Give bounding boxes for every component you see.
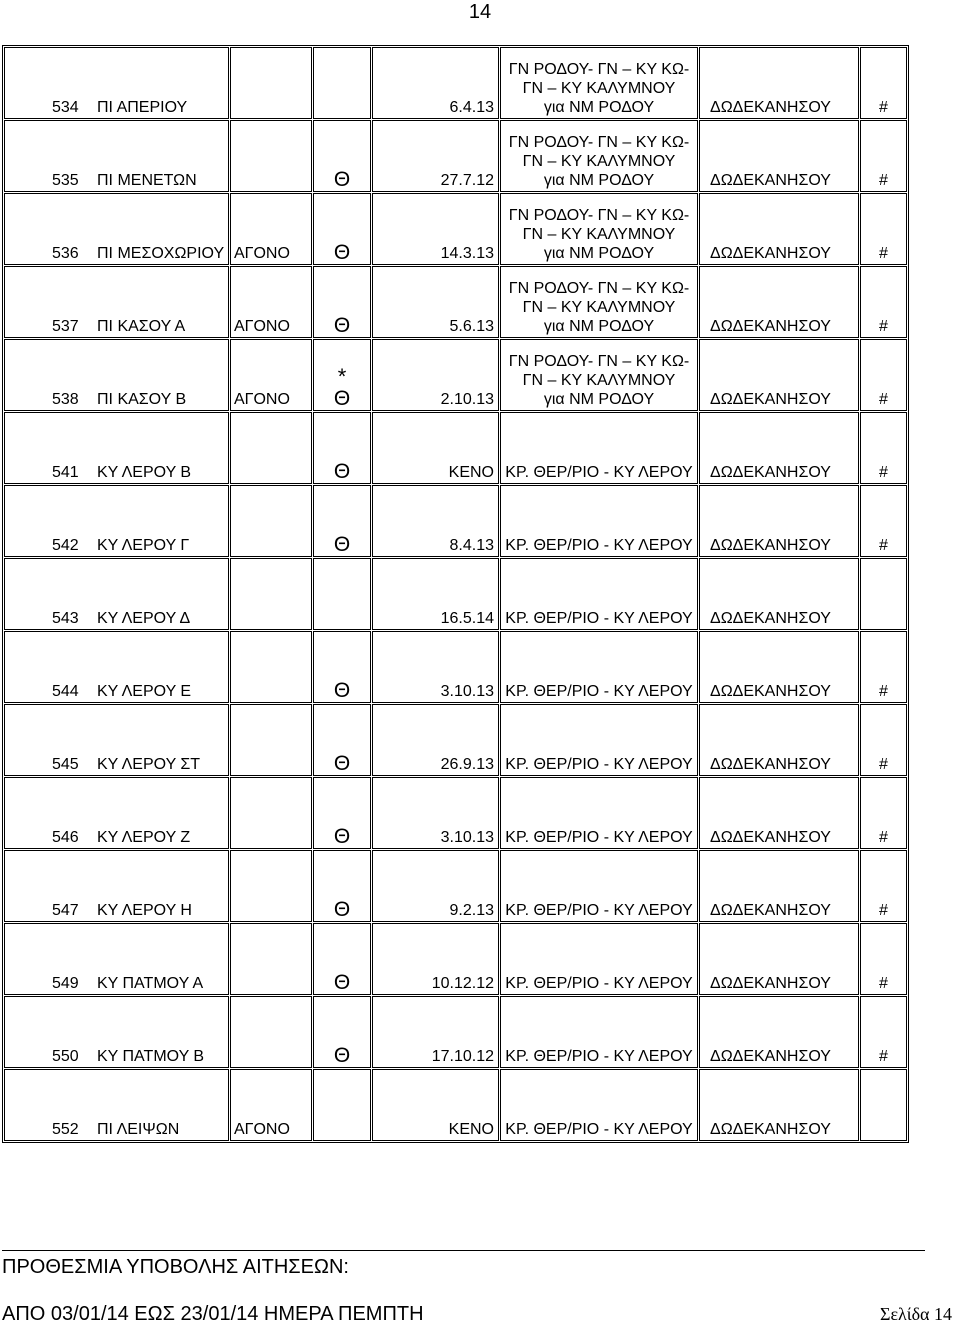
mark-cell: # [860, 631, 907, 703]
status-cell [230, 485, 312, 557]
location-line: ΓΝ ΡΟΔΟΥ- ΓΝ – ΚΥ ΚΩ- [508, 61, 690, 78]
location-line: ΚΡ. ΘΕΡ/ΡΙΟ - ΚΥ ΛΕΡΟΥ [505, 902, 693, 919]
status-cell [230, 558, 312, 630]
location-line: ΚΡ. ΘΕΡ/ΡΙΟ - ΚΥ ΛΕΡΟΥ [505, 829, 693, 846]
location-cell [500, 193, 698, 265]
status-cell [230, 631, 312, 703]
location-line: ΚΡ. ΘΕΡ/ΡΙΟ - ΚΥ ΛΕΡΟΥ [505, 683, 693, 700]
date-cell: 2.10.13 [372, 339, 499, 411]
post-cell [4, 558, 229, 630]
post-number: 549 [52, 975, 79, 992]
theta-mark: Θ [333, 168, 351, 191]
post-cell [4, 996, 229, 1068]
status-cell [230, 777, 312, 849]
region-cell: ΔΩΔΕΚΑΝΗΣΟΥ [699, 339, 859, 411]
region-cell: ΔΩΔΕΚΑΝΗΣΟΥ [699, 850, 859, 922]
theta-cell [313, 996, 371, 1068]
page-number: 14 [468, 1, 492, 23]
post-number: 543 [52, 610, 79, 627]
region-cell: ΔΩΔΕΚΑΝΗΣΟΥ [699, 47, 859, 119]
post-cell [4, 485, 229, 557]
theta-cell [313, 558, 371, 630]
location-cell [500, 485, 698, 557]
status-cell [230, 47, 312, 119]
date-cell: 8.4.13 [372, 485, 499, 557]
theta-cell [313, 1069, 371, 1141]
location-line: για ΝΜ ΡΟΔΟΥ [543, 99, 655, 116]
theta-mark: Θ [333, 314, 351, 337]
location-cell [500, 266, 698, 338]
mark-cell: # [860, 339, 907, 411]
post-cell [4, 777, 229, 849]
mark-cell: # [860, 193, 907, 265]
location-line: ΚΡ. ΘΕΡ/ΡΙΟ - ΚΥ ΛΕΡΟΥ [505, 975, 693, 992]
theta-mark: Θ [333, 1044, 351, 1067]
deadline-heading: ΠΡΟΘΕΣΜΙΑ ΥΠΟΒΟΛΗΣ ΑΙΤΗΣΕΩΝ: [2, 1256, 349, 1278]
date-cell: 27.7.12 [372, 120, 499, 192]
location-cell [500, 558, 698, 630]
theta-cell [313, 266, 371, 338]
theta-cell [313, 47, 371, 119]
post-number: 542 [52, 537, 79, 554]
date-cell: 17.10.12 [372, 996, 499, 1068]
table-row [4, 485, 907, 557]
location-line: ΓΝ ΡΟΔΟΥ- ΓΝ – ΚΥ ΚΩ- [508, 353, 690, 370]
post-name: ΠΙ ΑΠΕΡΙΟΥ [97, 99, 188, 116]
location-line: ΚΡ. ΘΕΡ/ΡΙΟ - ΚΥ ΛΕΡΟΥ [505, 1121, 693, 1138]
post-name: ΚΥ ΛΕΡΟΥ Β [97, 464, 192, 481]
mark-cell: # [860, 777, 907, 849]
mark-cell: # [860, 266, 907, 338]
post-cell [4, 412, 229, 484]
region-cell: ΔΩΔΕΚΑΝΗΣΟΥ [699, 631, 859, 703]
status-cell [230, 923, 312, 995]
table-row [4, 47, 907, 119]
post-number: 537 [52, 318, 79, 335]
post-cell [4, 339, 229, 411]
star-mark: * [337, 364, 347, 389]
status-cell: ΑΓΟΝΟ [230, 1069, 312, 1141]
location-line: ΚΡ. ΘΕΡ/ΡΙΟ - ΚΥ ΛΕΡΟΥ [505, 464, 693, 481]
theta-mark: Θ [333, 679, 351, 702]
location-cell [500, 777, 698, 849]
location-line: για ΝΜ ΡΟΔΟΥ [543, 172, 655, 189]
theta-mark: Θ [333, 241, 351, 264]
table-row [4, 120, 907, 192]
status-cell: ΑΓΟΝΟ [230, 339, 312, 411]
theta-mark: Θ [333, 752, 351, 775]
mark-cell: # [860, 704, 907, 776]
post-number: 552 [52, 1121, 79, 1138]
table-row [4, 996, 907, 1068]
theta-cell [313, 631, 371, 703]
mark-cell: # [860, 47, 907, 119]
post-name: ΚΥ ΛΕΡΟΥ ΣΤ [97, 756, 201, 773]
footer-rule [2, 1250, 925, 1251]
mark-cell: # [860, 412, 907, 484]
location-cell [500, 1069, 698, 1141]
location-cell [500, 631, 698, 703]
region-cell: ΔΩΔΕΚΑΝΗΣΟΥ [699, 996, 859, 1068]
theta-mark: Θ [333, 971, 351, 994]
post-cell [4, 266, 229, 338]
location-line: ΚΡ. ΘΕΡ/ΡΙΟ - ΚΥ ΛΕΡΟΥ [505, 756, 693, 773]
mark-cell [860, 558, 907, 630]
theta-cell [313, 850, 371, 922]
post-cell [4, 704, 229, 776]
positions-table [2, 45, 909, 1143]
location-line: ΓΝ – ΚΥ ΚΑΛΥΜΝΟΥ [522, 226, 676, 243]
region-cell: ΔΩΔΕΚΑΝΗΣΟΥ [699, 120, 859, 192]
post-cell [4, 631, 229, 703]
location-line: για ΝΜ ΡΟΔΟΥ [543, 318, 655, 335]
table-row [4, 631, 907, 703]
post-number: 545 [52, 756, 79, 773]
date-cell: 14.3.13 [372, 193, 499, 265]
mark-cell: # [860, 923, 907, 995]
post-name: ΚΥ ΛΕΡΟΥ Γ [97, 537, 190, 554]
theta-cell [313, 485, 371, 557]
date-cell: 10.12.12 [372, 923, 499, 995]
post-cell [4, 850, 229, 922]
date-cell: 26.9.13 [372, 704, 499, 776]
post-name: ΚΥ ΠΑΤΜΟΥ Α [97, 975, 204, 992]
location-line: ΓΝ ΡΟΔΟΥ- ΓΝ – ΚΥ ΚΩ- [508, 280, 690, 297]
location-line: για ΝΜ ΡΟΔΟΥ [543, 245, 655, 262]
post-name: ΠΙ ΚΑΣΟΥ Α [97, 318, 186, 335]
page-label: Σελίδα 14 [879, 1304, 952, 1324]
location-line: ΓΝ – ΚΥ ΚΑΛΥΜΝΟΥ [522, 80, 676, 97]
table-row [4, 412, 907, 484]
mark-cell: # [860, 850, 907, 922]
status-cell [230, 412, 312, 484]
region-cell: ΔΩΔΕΚΑΝΗΣΟΥ [699, 193, 859, 265]
table-row [4, 850, 907, 922]
region-cell: ΔΩΔΕΚΑΝΗΣΟΥ [699, 485, 859, 557]
location-cell [500, 996, 698, 1068]
region-cell: ΔΩΔΕΚΑΝΗΣΟΥ [699, 1069, 859, 1141]
theta-cell [313, 704, 371, 776]
date-cell: ΚΕΝΟ [372, 1069, 499, 1141]
post-cell [4, 193, 229, 265]
date-cell: 3.10.13 [372, 631, 499, 703]
mark-cell: # [860, 485, 907, 557]
theta-cell [313, 120, 371, 192]
post-name: ΚΥ ΛΕΡΟΥ Ε [97, 683, 192, 700]
post-number: 538 [52, 391, 79, 408]
theta-cell [313, 193, 371, 265]
region-cell: ΔΩΔΕΚΑΝΗΣΟΥ [699, 412, 859, 484]
region-cell: ΔΩΔΕΚΑΝΗΣΟΥ [699, 923, 859, 995]
date-cell: 9.2.13 [372, 850, 499, 922]
mark-cell [860, 1069, 907, 1141]
theta-cell [313, 339, 371, 411]
post-number: 534 [52, 99, 79, 116]
post-number: 541 [52, 464, 79, 481]
deadline-dates: ΑΠΟ 03/01/14 ΕΩΣ 23/01/14 ΗΜΕΡΑ ΠΕΜΠΤΗ [2, 1303, 424, 1325]
post-cell [4, 120, 229, 192]
post-name: ΠΙ ΜΕΣΟΧΩΡΙΟΥ [97, 245, 225, 262]
post-name: ΠΙ ΛΕΙΨΩΝ [97, 1121, 180, 1138]
date-cell: 16.5.14 [372, 558, 499, 630]
date-cell: 6.4.13 [372, 47, 499, 119]
theta-mark: Θ [333, 460, 351, 483]
post-number: 547 [52, 902, 79, 919]
location-line: για ΝΜ ΡΟΔΟΥ [543, 391, 655, 408]
post-number: 536 [52, 245, 79, 262]
theta-mark: Θ [333, 825, 351, 848]
location-cell [500, 850, 698, 922]
post-cell [4, 47, 229, 119]
location-line: ΚΡ. ΘΕΡ/ΡΙΟ - ΚΥ ΛΕΡΟΥ [505, 610, 693, 627]
post-name: ΠΙ ΚΑΣΟΥ Β [97, 391, 187, 408]
status-cell [230, 120, 312, 192]
post-name: ΚΥ ΠΑΤΜΟΥ Β [97, 1048, 205, 1065]
table-row [4, 558, 907, 630]
region-cell: ΔΩΔΕΚΑΝΗΣΟΥ [699, 704, 859, 776]
location-line: ΚΡ. ΘΕΡ/ΡΙΟ - ΚΥ ΛΕΡΟΥ [505, 1048, 693, 1065]
status-cell [230, 704, 312, 776]
location-line: ΓΝ – ΚΥ ΚΑΛΥΜΝΟΥ [522, 299, 676, 316]
mark-cell: # [860, 120, 907, 192]
date-cell: 5.6.13 [372, 266, 499, 338]
location-cell [500, 923, 698, 995]
location-cell [500, 47, 698, 119]
location-cell [500, 704, 698, 776]
theta-cell [313, 777, 371, 849]
post-cell [4, 1069, 229, 1141]
theta-mark: Θ [333, 387, 351, 410]
location-cell [500, 339, 698, 411]
post-cell [4, 923, 229, 995]
location-line: ΓΝ ΡΟΔΟΥ- ΓΝ – ΚΥ ΚΩ- [508, 134, 690, 151]
location-cell [500, 120, 698, 192]
post-name: ΚΥ ΛΕΡΟΥ Η [97, 902, 192, 919]
location-line: ΓΝ ΡΟΔΟΥ- ΓΝ – ΚΥ ΚΩ- [508, 207, 690, 224]
region-cell: ΔΩΔΕΚΑΝΗΣΟΥ [699, 777, 859, 849]
date-cell: 3.10.13 [372, 777, 499, 849]
theta-mark: Θ [333, 898, 351, 921]
theta-cell [313, 412, 371, 484]
table-row [4, 704, 907, 776]
post-number: 535 [52, 172, 79, 189]
table-row [4, 777, 907, 849]
table-row [4, 339, 907, 411]
post-number: 550 [52, 1048, 79, 1065]
status-cell: ΑΓΟΝΟ [230, 266, 312, 338]
post-number: 546 [52, 829, 79, 846]
status-cell [230, 996, 312, 1068]
mark-cell: # [860, 996, 907, 1068]
region-cell: ΔΩΔΕΚΑΝΗΣΟΥ [699, 266, 859, 338]
table-row [4, 266, 907, 338]
post-name: ΚΥ ΛΕΡΟΥ Ζ [97, 829, 191, 846]
table-row [4, 923, 907, 995]
status-cell: ΑΓΟΝΟ [230, 193, 312, 265]
date-cell: ΚΕΝΟ [372, 412, 499, 484]
location-line: ΚΡ. ΘΕΡ/ΡΙΟ - ΚΥ ΛΕΡΟΥ [505, 537, 693, 554]
post-name: ΚΥ ΛΕΡΟΥ Δ [97, 610, 191, 627]
theta-cell [313, 923, 371, 995]
location-line: ΓΝ – ΚΥ ΚΑΛΥΜΝΟΥ [522, 372, 676, 389]
status-cell [230, 850, 312, 922]
table-row [4, 1069, 907, 1141]
region-cell: ΔΩΔΕΚΑΝΗΣΟΥ [699, 558, 859, 630]
post-number: 544 [52, 683, 79, 700]
location-line: ΓΝ – ΚΥ ΚΑΛΥΜΝΟΥ [522, 153, 676, 170]
table-row [4, 193, 907, 265]
theta-mark: Θ [333, 533, 351, 556]
post-name: ΠΙ ΜΕΝΕΤΩΝ [97, 172, 197, 189]
location-cell [500, 412, 698, 484]
